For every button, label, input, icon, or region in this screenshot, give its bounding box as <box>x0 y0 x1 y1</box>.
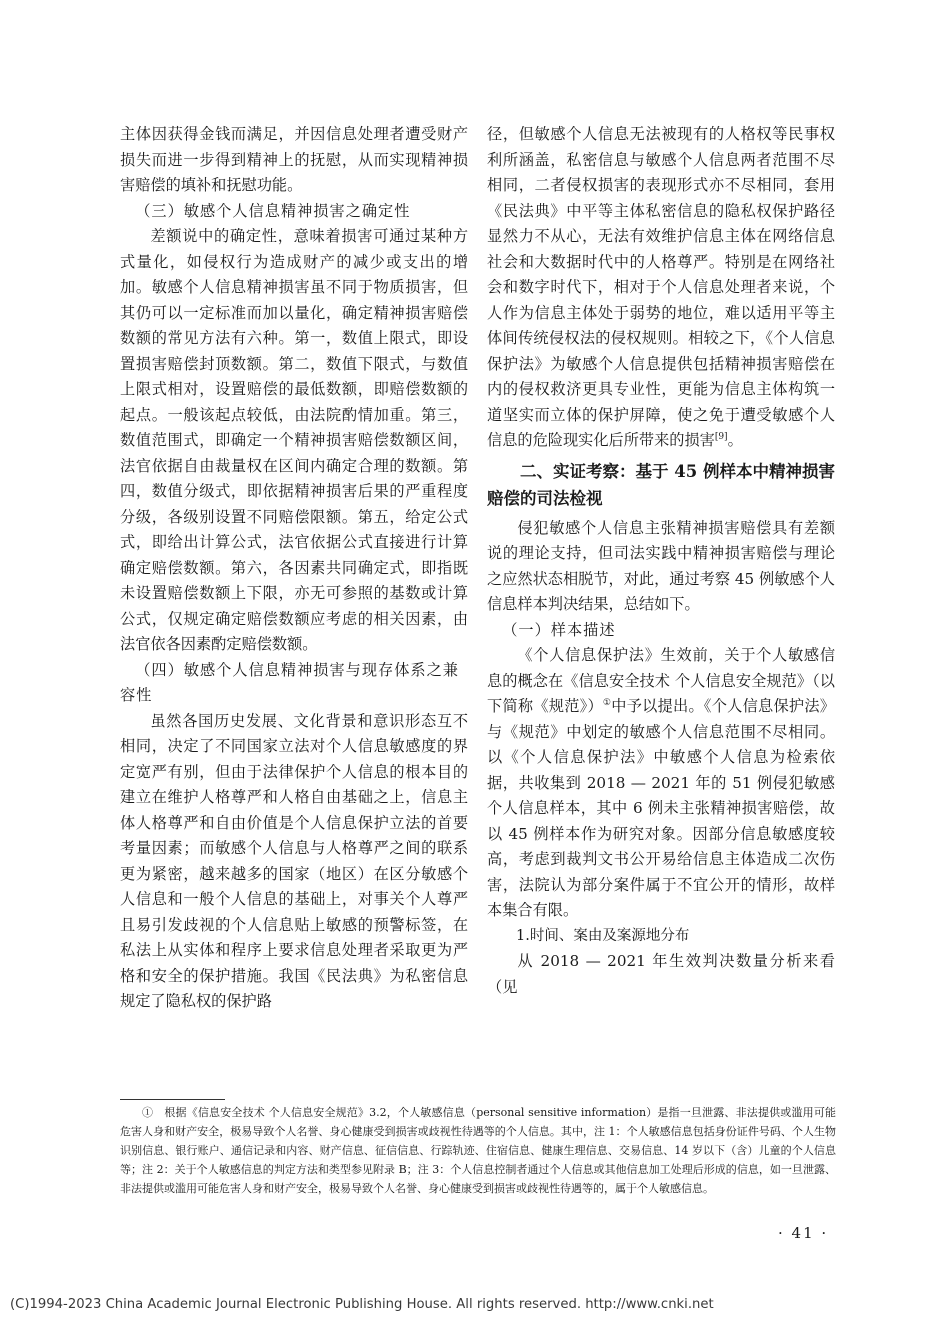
section-heading-3: （三）敏感个人信息精神损害之确定性 <box>135 201 411 220</box>
sample-description-heading: （一）样本描述 <box>502 620 616 639</box>
footnote-marker: ① <box>602 697 612 708</box>
citation-9: [9] <box>714 431 728 442</box>
section-heading-2: 二、实证考察：基于 45 例样本中精神损害赔偿的司法检视 <box>487 461 835 508</box>
section-heading-4: （四）敏感个人信息精神损害与现存体系之兼容性 <box>120 660 459 704</box>
left-paragraph-1: 主体因获得金钱而满足，并因信息处理者遭受财产损失而进一步得到精神上的抚慰，从而实现精神损害赔偿的填补和抚慰功能。 <box>120 125 468 194</box>
subsection-heading: 1.时间、案由及案源地分布 <box>516 927 690 944</box>
page-number: · 41 · <box>778 1224 829 1242</box>
right-paragraph-2: 侵犯敏感个人信息主张精神损害赔偿具有差额说的理论支持，但司法实践中精神损害赔偿与理论之应然状态相脱节，对此，通过考察 45 例敏感个人信息样本判决结果，总结如下。 <box>487 518 835 613</box>
right-paragraph-1-end: 。 <box>727 431 743 449</box>
left-paragraph-3: 虽然各国历史发展、文化背景和意识形态互不相同，决定了不同国家立法对个人信息敏感度的界定宽严有别，但由于法律保护个人信息的根本目的建立在维护人格尊严和人格自由基础之上，信息主体人格尊严和自由价值是个人信息保护立法的首要考量因素；而敏感个人信息与人格尊严之间的联系更为紧密，越来越多的国家（地区）在区分敏感个人信息和一般个人信息的基础上，对事关个人尊严且易引发歧视的个人信息贴上敏感的预警标签，在私法上从实体和程序上要求信息处理者采取更为严格和安全的保护措施。我国《民法典》为私密信息规定了隐私权的保护路 <box>120 711 468 1010</box>
right-column <box>487 122 835 1000</box>
right-paragraph-1 <box>487 122 835 454</box>
right-paragraph-1-text: 径，但敏感个人信息无法被现有的人格权等民事权利所涵盖，私密信息与敏感个人信息两者范围不尽相同，二者侵权损害的表现形式亦不尽相同，套用《民法典》中平等主体私密信息的隐私权保护路径显然力不从心，无法有效维护信息主体在网络信息社会和大数据时代中的人格尊严。特别是在网络社会和数字时代下，相对于个人信息处理者来说，个人作为信息主体处于弱势的地位，难以适用平等主体间传统侵权法的侵权规则。相较之下，《个人信息保护法》为敏感个人信息提供包括精神损害赔偿在内的侵权救济更具专业性，更能为信息主体构筑一道坚实而立体的保护屏障，使之免于遭受敏感个人信息的危险现实化后所带来的损害 <box>487 125 835 449</box>
footnote-divider <box>120 1099 225 1100</box>
right-paragraph-3 <box>487 643 835 924</box>
left-paragraph-2: 差额说中的确定性，意味着损害可通过某种方式量化，如侵权行为造成财产的减少或支出的增加。敏感个人信息精神损害虽不同于物质损害，但其仍可以一定标准而加以量化，确定精神损害赔偿数额的常见方法有六种。第一，数值上限式，即设置损害赔偿封顶数额。第二，数值下限式，与数值上限式相对，设置赔偿的最低数额，即赔偿数额的起点。一般该起点较低，由法院酌情加重。第三，数值范围式，即确定一个精神损害赔偿数额区间，法官依据自由裁量权在区间内确定合理的数额。第四，数值分级式，即依据精神损害后果的严重程度分级，各级别设置不同赔偿限额。第五，给定公式式，即给出计算公式，法官依据公式直接进行计算确定赔偿数额。第六，各因素共同确定式，即指既未设置赔偿数额上下限，亦无可参照的基数或计算公式，仅规定确定赔偿数额应考虑的相关因素，由法官依各因素酌定赔偿数额。 <box>120 227 468 653</box>
footnote: ① 根据《信息安全技术 个人信息安全规范》3.2，个人敏感信息（personal sensitive information）是指一旦泄露、非法提供或滥用可能危害人身和财产安全，极易导致个人名誉、身心健康受到损害或歧视性待遇等的个人信息。其中，注 1：个人敏感信息包括身份证件号码、个人生物识别信息、银行账户、通信记录和内容、财产信息、征信信息、行踪轨迹、住宿信息、健康生理信息、交易信息、14 岁以下（含）儿童的个人信息等；注 2：关于个人敏感信息的判定方法和类型参见附录 B；注 3：个人信息控制者通过个人信息或其他信息加工处理后形成的信息，如一旦泄露、非法提供或滥用可能危害人身和财产安全，极易导致个人名誉、身心健康受到损害或歧视性待遇等的，属于个人敏感信息。 <box>120 1106 836 1195</box>
right-paragraph-3-a: 《个人信息保护法》生效前，关于个人敏感信息的概念在《信息安全技术 个人信息安全规范》（以下简称《规范》） <box>487 646 835 715</box>
left-column <box>120 122 468 1015</box>
copyright-line: (C)1994-2023 China Academic Journal Electronic Publishing House. All rights reserved. http://www.cnki.net <box>10 1297 714 1312</box>
right-paragraph-3-b: 中予以提出。《个人信息保护法》与《规范》中划定的敏感个人信息范围不尽相同。以《个人信息保护法》中敏感个人信息为检索依据，共收集到 2018 — 2021 年的 51 例侵犯敏感个人信息样本，其中 6 例未主张精神损害赔偿，故以 45 例样本作为研究对象。因部分信息敏感度较高，考虑到裁判文书公开易给信息主体造成二次伤害，法院认为部分案件属于不宜公开的情形，故样本集合有限。 <box>487 697 835 919</box>
right-paragraph-4: 从 2018 — 2021 年生效判决数量分析来看（见 <box>487 952 835 996</box>
